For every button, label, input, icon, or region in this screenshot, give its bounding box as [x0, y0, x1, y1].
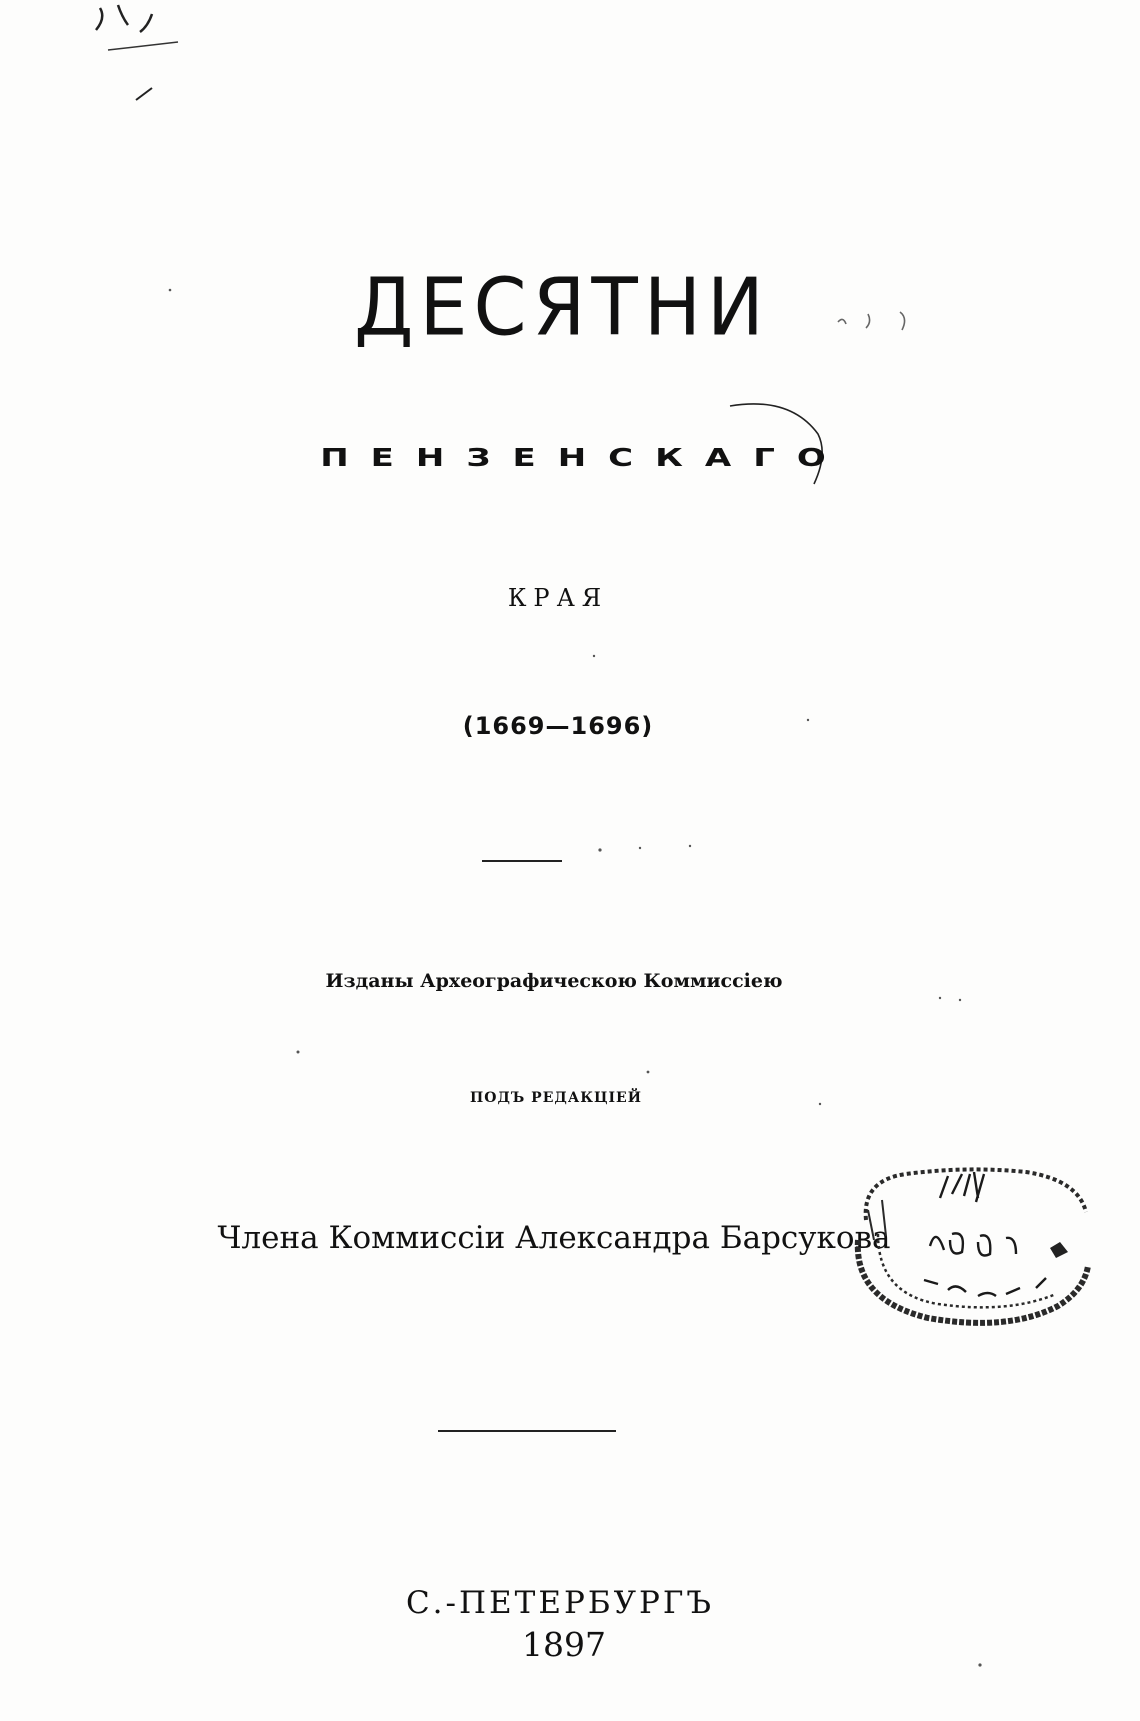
editorship-line: ПОДЪ РЕДАКЦІЕЙ [470, 1090, 642, 1106]
imprint-city: С.-ПЕТЕРБУРГЪ [405, 1585, 715, 1621]
imprint-year: 1897 [522, 1625, 606, 1664]
divider-rule [482, 860, 562, 862]
region-suffix: КРАЯ [507, 584, 609, 612]
divider-rule [438, 1430, 616, 1432]
editor-line: Члена Коммиссіи Александра Барсукова [217, 1220, 891, 1256]
year-range: (1669—1696) [462, 712, 654, 740]
book-title: ДЕСЯТНИ [354, 259, 770, 354]
region-name: ПЕНЗЕНСКАГО [320, 443, 848, 473]
library-stamp [838, 1150, 1098, 1340]
publisher-line: Изданы Археографическою Коммиссіею [325, 970, 783, 992]
